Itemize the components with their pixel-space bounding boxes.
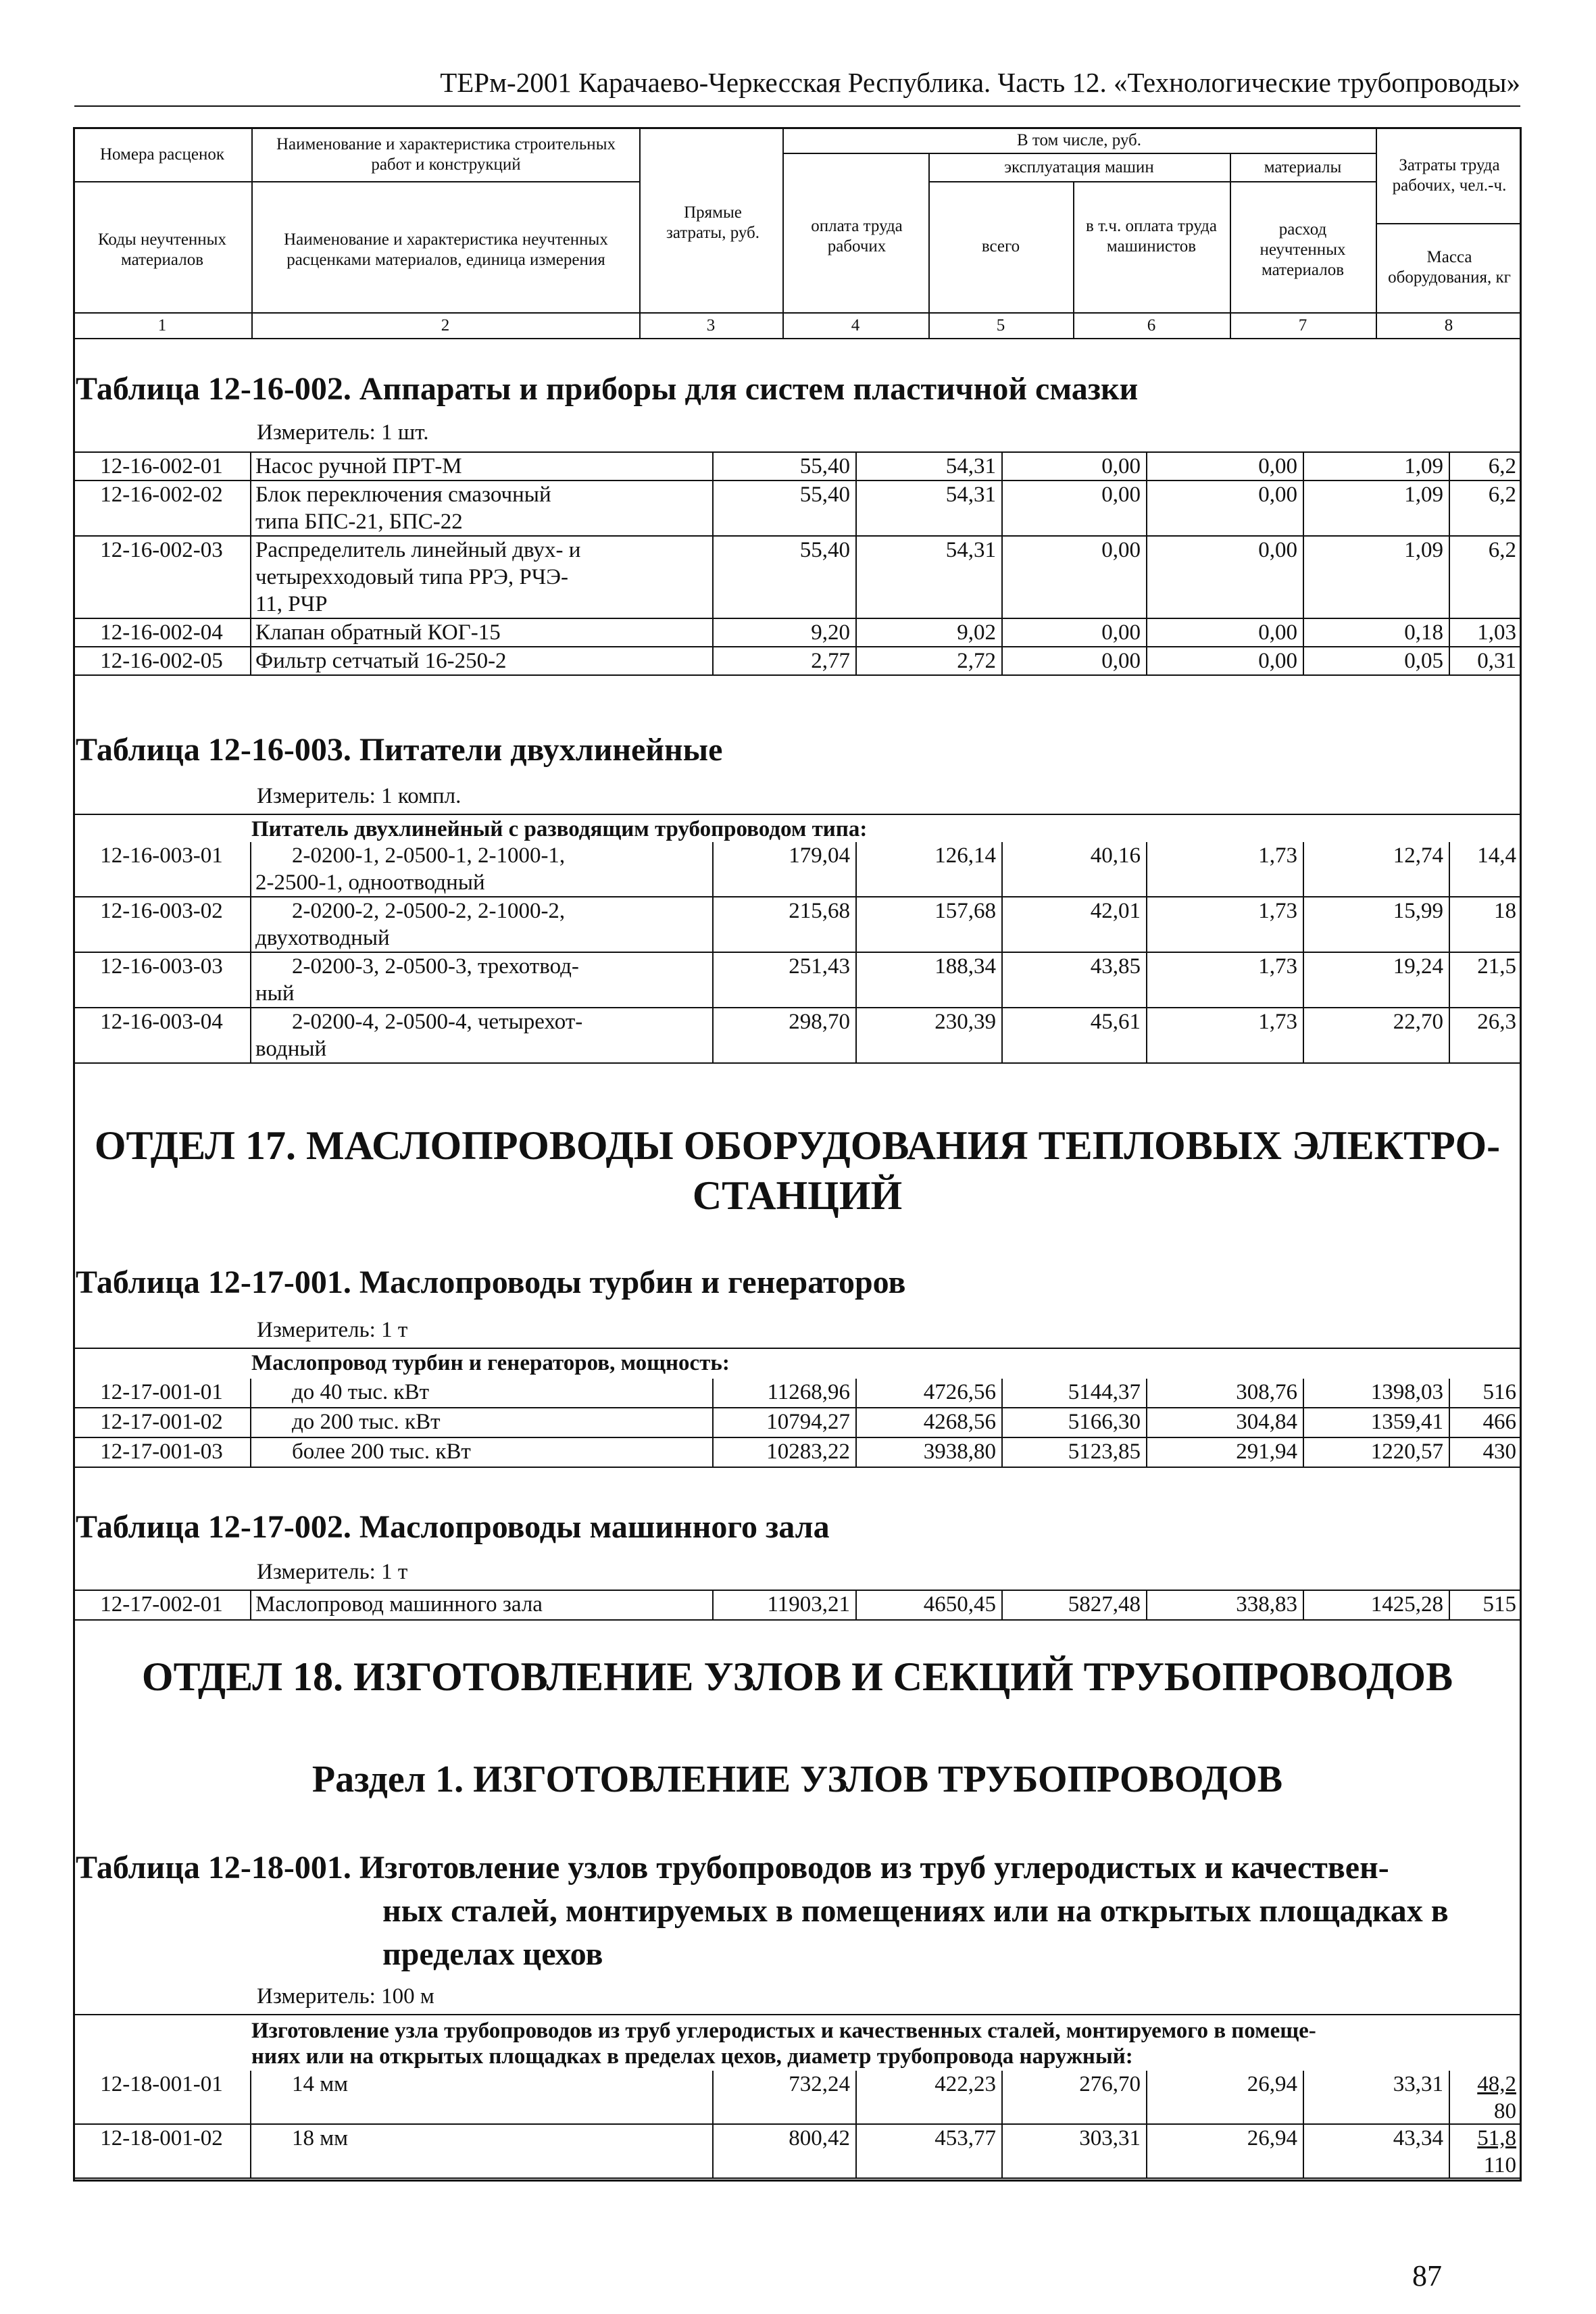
machines-total: 5123,85 bbox=[1068, 1439, 1141, 1464]
th-num: 1 bbox=[157, 316, 167, 335]
materials: 43,34 bbox=[1393, 2126, 1443, 2150]
rate-name bbox=[251, 1408, 712, 1435]
table-row bbox=[73, 2125, 1522, 2179]
labor-hours: 51,8 bbox=[1477, 2126, 1516, 2150]
direct-costs: 11903,21 bbox=[767, 1592, 850, 1617]
labor-wages: 4726,56 bbox=[923, 1380, 996, 1404]
th-total: всего bbox=[981, 237, 1020, 255]
machines-total: 40,16 bbox=[1090, 843, 1141, 868]
table-measure: Измеритель: 1 шт. bbox=[257, 420, 429, 445]
direct-costs: 55,40 bbox=[799, 538, 850, 562]
group-label-cont: ниях или на открытых площадках в пределах цехов, диаметр трубопровода наружный: bbox=[251, 2044, 1133, 2069]
rate-code: 12-16-003-03 bbox=[100, 954, 223, 979]
operator-wages: 338,83 bbox=[1236, 1592, 1297, 1617]
labor-wages: 2,72 bbox=[957, 649, 996, 673]
machines-total: 0,00 bbox=[1101, 649, 1141, 673]
table-row bbox=[73, 1008, 1522, 1064]
rate-code: 12-17-001-03 bbox=[100, 1439, 223, 1464]
rate-name-line: Насос ручной ПРТ-М bbox=[255, 454, 462, 478]
machines-total: 5827,48 bbox=[1068, 1592, 1141, 1617]
table-row bbox=[73, 619, 1522, 647]
table-title-cont: ных сталей, монтируемых в помещениях или на открытых площадках в bbox=[382, 1893, 1449, 1929]
labor-hours: 516 bbox=[1482, 1380, 1516, 1404]
rate-name bbox=[251, 953, 712, 1007]
rate-name-line: более 200 тыс. кВт bbox=[292, 1439, 471, 1464]
labor-wages: 3938,80 bbox=[923, 1439, 996, 1464]
rate-code: 12-18-001-01 bbox=[100, 2072, 223, 2096]
labor-hours: 466 bbox=[1482, 1410, 1516, 1434]
direct-costs: 251,43 bbox=[789, 954, 850, 979]
table-row bbox=[73, 2071, 1522, 2125]
materials: 1,09 bbox=[1404, 538, 1443, 562]
rate-name-line: водный bbox=[255, 1037, 327, 1061]
machines-total: 303,31 bbox=[1079, 2126, 1141, 2150]
operator-wages: 26,94 bbox=[1247, 2126, 1297, 2150]
rate-name-line: 2-0200-2, 2-0500-2, 2-1000-2, bbox=[292, 899, 566, 923]
table-row bbox=[73, 897, 1522, 953]
operator-wages: 1,73 bbox=[1258, 1010, 1297, 1034]
rate-name bbox=[251, 481, 712, 535]
operator-wages: 0,00 bbox=[1258, 483, 1297, 507]
th-equipment-mass: Масса оборудования, кг bbox=[1388, 248, 1511, 287]
labor-hours: 6,2 bbox=[1488, 454, 1516, 478]
rate-name-line: 14 мм bbox=[292, 2072, 349, 2096]
th-num: 7 bbox=[1298, 316, 1307, 335]
labor-wages: 4268,56 bbox=[923, 1410, 996, 1434]
rate-code: 12-16-003-01 bbox=[100, 843, 223, 868]
labor-wages: 126,14 bbox=[934, 843, 996, 868]
table-title-cont: пределах цехов bbox=[382, 1936, 603, 1972]
rate-name-line: Фильтр сетчатый 16-250-2 bbox=[255, 649, 507, 673]
running-header: ТЕРм-2001 Карачаево-Черкесская Республика. Часть 12. «Технологические трубопроводы» bbox=[74, 66, 1520, 107]
rate-name bbox=[251, 647, 712, 674]
materials: 15,99 bbox=[1393, 899, 1443, 923]
labor-hours: 0,31 bbox=[1477, 649, 1516, 673]
direct-costs: 215,68 bbox=[789, 899, 850, 923]
rate-code: 12-16-002-02 bbox=[100, 483, 223, 507]
direct-costs: 800,42 bbox=[789, 2126, 850, 2150]
operator-wages: 0,00 bbox=[1258, 538, 1297, 562]
materials: 33,31 bbox=[1393, 2072, 1443, 2096]
direct-costs: 298,70 bbox=[789, 1010, 850, 1034]
rate-name-line: двухотводный bbox=[255, 926, 390, 950]
materials: 1425,28 bbox=[1370, 1592, 1443, 1617]
labor-wages: 54,31 bbox=[945, 454, 996, 478]
labor-hours: 515 bbox=[1482, 1592, 1516, 1617]
th-num: 6 bbox=[1147, 316, 1156, 335]
operator-wages: 26,94 bbox=[1247, 2072, 1297, 2096]
direct-costs: 9,20 bbox=[811, 620, 850, 645]
section-title: ОТДЕЛ 18. ИЗГОТОВЛЕНИЕ УЗЛОВ И СЕКЦИЙ ТРУБОПРОВОДОВ bbox=[141, 1654, 1453, 1699]
operator-wages: 1,73 bbox=[1258, 954, 1297, 979]
table-row bbox=[73, 1438, 1522, 1468]
direct-costs: 10794,27 bbox=[766, 1410, 850, 1434]
table-row bbox=[73, 1408, 1522, 1438]
rate-code: 12-16-002-01 bbox=[100, 454, 223, 478]
th-labor-wages: оплата труда рабочих bbox=[811, 217, 903, 255]
rate-code: 12-17-002-01 bbox=[100, 1592, 223, 1617]
group-label: Питатель двухлинейный с разводящим трубопроводом типа: bbox=[251, 817, 868, 841]
table-measure: Измеритель: 100 м bbox=[257, 1984, 434, 2009]
direct-costs: 55,40 bbox=[799, 483, 850, 507]
table-title: Таблица 12-17-002. Маслопроводы машинного зала bbox=[76, 1509, 830, 1545]
labor-hours: 26,3 bbox=[1477, 1010, 1516, 1034]
rate-name bbox=[251, 2071, 712, 2098]
labor-wages: 422,23 bbox=[934, 2072, 996, 2096]
th-labor-hours: Затраты труда рабочих, чел.-ч. bbox=[1392, 156, 1507, 195]
th-material-code: Коды неучтенных материалов bbox=[98, 230, 226, 269]
direct-costs: 55,40 bbox=[799, 454, 850, 478]
rate-name-line: 2-2500-1, одноотводный bbox=[255, 870, 485, 895]
table-title: Таблица 12-16-003. Питатели двухлинейные bbox=[76, 732, 723, 768]
th-code: Номера расценок bbox=[99, 145, 225, 164]
rate-name-line: Маслопровод машинного зала bbox=[255, 1592, 543, 1617]
th-num: 2 bbox=[441, 316, 450, 335]
labor-hours: 21,5 bbox=[1477, 954, 1516, 979]
rate-name-line: 2-0200-1, 2-0500-1, 2-1000-1, bbox=[292, 843, 566, 868]
materials: 1220,57 bbox=[1370, 1439, 1443, 1464]
operator-wages: 0,00 bbox=[1258, 454, 1297, 478]
labor-wages: 230,39 bbox=[934, 1010, 996, 1034]
direct-costs: 179,04 bbox=[789, 843, 850, 868]
rate-code: 12-16-002-04 bbox=[100, 620, 223, 645]
rate-code: 12-17-001-02 bbox=[100, 1410, 223, 1434]
labor-wages: 157,68 bbox=[934, 899, 996, 923]
rate-name-line: четырехходовый типа РРЭ, РЧЭ- bbox=[255, 565, 568, 589]
direct-costs: 11268,96 bbox=[767, 1380, 850, 1404]
direct-costs: 2,77 bbox=[811, 649, 850, 673]
th-materials: материалы bbox=[1264, 158, 1342, 176]
table-row bbox=[73, 842, 1522, 897]
rate-name-line: 11, РЧР bbox=[255, 592, 328, 616]
rate-name bbox=[251, 1438, 712, 1465]
labor-wages: 54,31 bbox=[945, 483, 996, 507]
materials: 1398,03 bbox=[1370, 1380, 1443, 1404]
materials: 0,18 bbox=[1404, 620, 1443, 645]
table-row bbox=[73, 453, 1522, 481]
direct-costs: 10283,22 bbox=[766, 1439, 850, 1464]
rate-name-line: до 200 тыс. кВт bbox=[292, 1410, 441, 1434]
rate-name bbox=[251, 537, 712, 618]
materials: 19,24 bbox=[1393, 954, 1443, 979]
rate-name-line: 2-0200-3, 2-0500-3, трехотвод- bbox=[292, 954, 579, 979]
labor-wages: 4650,45 bbox=[923, 1592, 996, 1617]
section-title-cont: СТАНЦИЙ bbox=[692, 1173, 903, 1218]
machines-total: 5166,30 bbox=[1068, 1410, 1141, 1434]
machines-total: 276,70 bbox=[1079, 2072, 1141, 2096]
materials: 1359,41 bbox=[1370, 1410, 1443, 1434]
table-row bbox=[73, 953, 1522, 1008]
section-title: ОТДЕЛ 17. МАСЛОПРОВОДЫ ОБОРУДОВАНИЯ ТЕПЛОВЫХ ЭЛЕКТРО- bbox=[94, 1123, 1501, 1168]
operator-wages: 0,00 bbox=[1258, 620, 1297, 645]
labor-hours: 430 bbox=[1482, 1439, 1516, 1464]
labor-hours: 48,2 bbox=[1477, 2072, 1516, 2096]
table-measure: Измеритель: 1 т bbox=[257, 1560, 408, 1584]
rate-name bbox=[251, 619, 712, 646]
materials: 0,05 bbox=[1404, 649, 1443, 673]
page-number: 87 bbox=[1412, 2259, 1442, 2292]
equipment-mass: 110 bbox=[1483, 2153, 1516, 2177]
labor-wages: 54,31 bbox=[945, 538, 996, 562]
table-title: Таблица 12-16-002. Аппараты и приборы для систем пластичной смазки bbox=[76, 371, 1139, 407]
th-material-name: Наименование и характеристика неучтенных расценками материалов, единица измерения bbox=[284, 230, 608, 269]
operator-wages: 291,94 bbox=[1236, 1439, 1297, 1464]
direct-costs: 732,24 bbox=[789, 2072, 850, 2096]
operator-wages: 0,00 bbox=[1258, 649, 1297, 673]
th-material-usage: расход неучтенных материалов bbox=[1260, 220, 1346, 279]
table-row bbox=[73, 537, 1522, 619]
rate-code: 12-16-003-02 bbox=[100, 899, 223, 923]
materials: 22,70 bbox=[1393, 1010, 1443, 1034]
materials: 1,09 bbox=[1404, 454, 1443, 478]
machines-total: 5144,37 bbox=[1068, 1380, 1141, 1404]
rate-name-line: до 40 тыс. кВт bbox=[292, 1380, 429, 1404]
equipment-mass: 80 bbox=[1494, 2099, 1516, 2123]
operator-wages: 308,76 bbox=[1236, 1380, 1297, 1404]
table-title: Таблица 12-17-001. Маслопроводы турбин и генераторов bbox=[76, 1264, 906, 1300]
machines-total: 0,00 bbox=[1101, 538, 1141, 562]
table-measure: Измеритель: 1 компл. bbox=[257, 784, 462, 808]
machines-total: 42,01 bbox=[1090, 899, 1141, 923]
rate-name-line: Блок переключения смазочный bbox=[255, 483, 551, 507]
th-num: 8 bbox=[1444, 316, 1453, 335]
group-label: Маслопровод турбин и генераторов, мощность: bbox=[251, 1351, 730, 1375]
labor-wages: 188,34 bbox=[934, 954, 996, 979]
rate-name-line: типа БПС-21, БПС-22 bbox=[255, 510, 463, 534]
rate-name bbox=[251, 453, 712, 480]
labor-hours: 1,03 bbox=[1477, 620, 1516, 645]
rate-name bbox=[251, 1379, 712, 1406]
subsection-title: Раздел 1. ИЗГОТОВЛЕНИЕ УЗЛОВ ТРУБОПРОВОДОВ bbox=[311, 1758, 1283, 1800]
labor-hours: 6,2 bbox=[1488, 538, 1516, 562]
th-machines: эксплуатация машин bbox=[1004, 158, 1154, 176]
machines-total: 0,00 bbox=[1101, 483, 1141, 507]
rate-name bbox=[251, 2125, 712, 2152]
materials: 12,74 bbox=[1393, 843, 1443, 868]
rate-name-line: ный bbox=[255, 981, 295, 1006]
th-name: Наименование и характеристика строительных работ и конструкций bbox=[276, 135, 616, 174]
machines-total: 0,00 bbox=[1101, 620, 1141, 645]
rate-name bbox=[251, 897, 712, 952]
labor-hours: 18 bbox=[1494, 899, 1516, 923]
materials: 1,09 bbox=[1404, 483, 1443, 507]
rate-name bbox=[251, 1591, 712, 1618]
rate-code: 12-16-002-03 bbox=[100, 538, 223, 562]
table-row bbox=[73, 1379, 1522, 1408]
th-direct-costs: Прямые затраты, руб. bbox=[666, 203, 760, 242]
operator-wages: 1,73 bbox=[1258, 843, 1297, 868]
group-label: Изготовление узла трубопроводов из труб углеродистых и качественных сталей, монтируемого в помеще- bbox=[251, 2019, 1316, 2043]
operator-wages: 1,73 bbox=[1258, 899, 1297, 923]
machines-total: 0,00 bbox=[1101, 454, 1141, 478]
machines-total: 43,85 bbox=[1090, 954, 1141, 979]
rate-code: 12-16-002-05 bbox=[100, 649, 223, 673]
th-in-total: В том числе, руб. bbox=[1016, 131, 1142, 149]
rate-name-line: Клапан обратный КОГ-15 bbox=[255, 620, 501, 645]
table-row bbox=[73, 647, 1522, 676]
labor-hours: 14,4 bbox=[1477, 843, 1516, 868]
rate-name-line: 18 мм bbox=[292, 2126, 349, 2150]
rate-name-line: Распределитель линейный двух- и bbox=[255, 538, 581, 562]
th-num: 4 bbox=[851, 316, 860, 335]
labor-hours: 6,2 bbox=[1488, 483, 1516, 507]
table-measure: Измеритель: 1 т bbox=[257, 1318, 408, 1342]
labor-wages: 9,02 bbox=[957, 620, 996, 645]
machines-total: 45,61 bbox=[1090, 1010, 1141, 1034]
th-num: 3 bbox=[706, 316, 716, 335]
rate-code: 12-18-001-02 bbox=[100, 2126, 223, 2150]
operator-wages: 304,84 bbox=[1236, 1410, 1297, 1434]
rate-name bbox=[251, 842, 712, 896]
table-row bbox=[73, 1591, 1522, 1621]
labor-wages: 453,77 bbox=[934, 2126, 996, 2150]
rate-name bbox=[251, 1008, 712, 1062]
rate-code: 12-17-001-01 bbox=[100, 1380, 223, 1404]
table-row bbox=[73, 481, 1522, 537]
rate-code: 12-16-003-04 bbox=[100, 1010, 223, 1034]
th-operator-wages: в т.ч. оплата труда машинистов bbox=[1086, 217, 1217, 255]
th-num: 5 bbox=[996, 316, 1005, 335]
rate-name-line: 2-0200-4, 2-0500-4, четырехот- bbox=[292, 1010, 583, 1034]
table-title: Таблица 12-18-001. Изготовление узлов трубопроводов из труб углеродистых и качествен- bbox=[76, 1850, 1389, 1886]
